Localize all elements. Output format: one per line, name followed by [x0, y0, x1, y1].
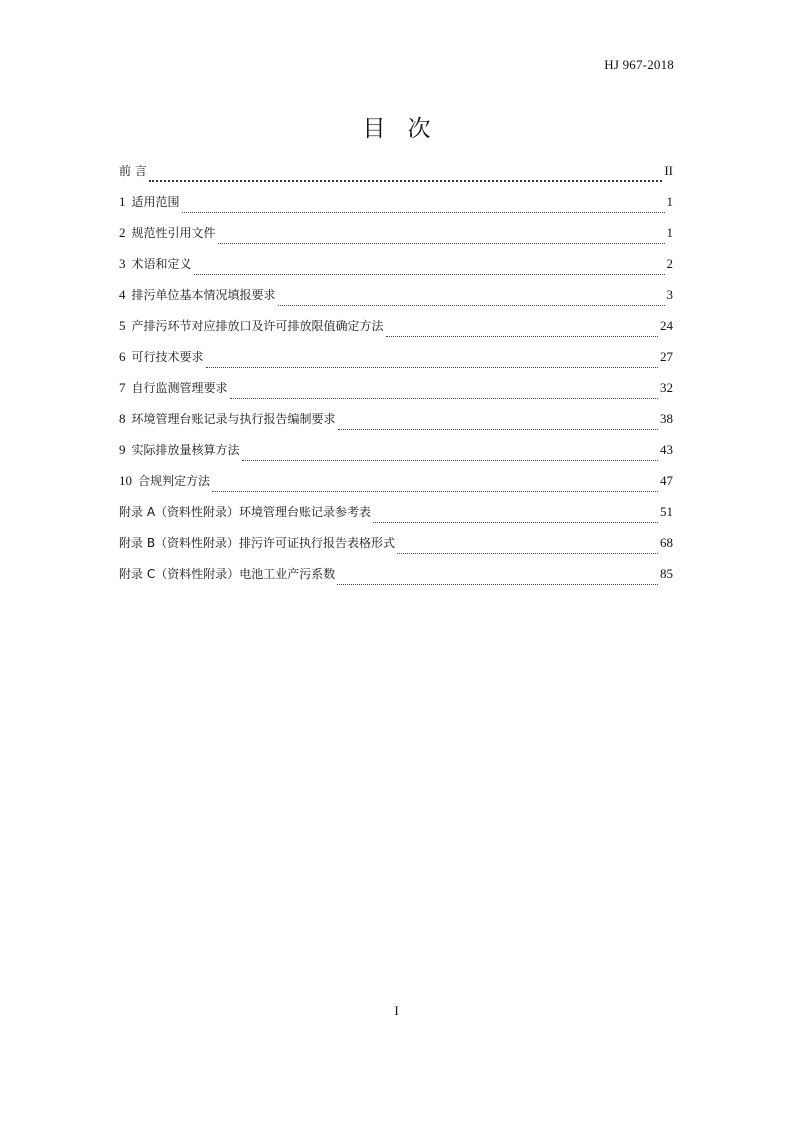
toc-entry-4[interactable] [119, 284, 673, 315]
toc-entry-3[interactable] [119, 253, 673, 284]
toc-leader-dots [397, 552, 658, 554]
toc-leader-dots [278, 304, 665, 306]
toc-entry-title: 规范性引用文件 [131, 226, 216, 240]
toc-entry-label [119, 439, 240, 461]
toc-entry-label [119, 501, 371, 523]
toc-entry-7[interactable] [119, 377, 673, 408]
toc-entry-title: 合规判定方法 [138, 474, 211, 488]
toc-entry-number: 2 [119, 225, 126, 240]
toc-entry-label [119, 222, 216, 244]
toc-entry-title: 实际排放量核算方法 [131, 443, 240, 457]
toc-entry-title: 排污单位基本情况填报要求 [131, 288, 276, 302]
toc-leader-dots [194, 273, 665, 275]
toc-entry-label [119, 377, 228, 399]
toc-entry-page: 27 [660, 349, 673, 364]
toc-entry-appendix-b[interactable] [119, 532, 673, 563]
toc-entry-label [119, 470, 210, 492]
toc-entry-page: 47 [660, 473, 673, 488]
toc-entry-6[interactable] [119, 346, 673, 377]
toc-entry-page: 3 [666, 287, 673, 302]
toc-entry-number: 9 [119, 442, 126, 457]
toc-leader-dots [242, 459, 658, 461]
toc-entry-title: 适用范围 [131, 195, 180, 209]
toc-entry-page: 38 [660, 411, 673, 426]
toc-entry-page: 51 [660, 504, 673, 519]
toc-entry-label [119, 284, 276, 306]
toc-entry-appendix-c[interactable] [119, 563, 673, 594]
toc-entry-page: II [664, 163, 673, 178]
toc-entry-label [119, 191, 180, 213]
toc-entry-page: 85 [660, 566, 673, 581]
toc-entry-page: 1 [666, 225, 673, 240]
toc-entry-number: 10 [119, 473, 132, 488]
table-of-contents [119, 160, 673, 594]
toc-title: 目次 [362, 116, 453, 142]
toc-entry-title: 术语和定义 [131, 257, 192, 271]
toc-entry-number: 5 [119, 318, 126, 333]
toc-entry-title: 产排污环节对应排放口及许可排放限值确定方法 [131, 319, 384, 333]
toc-entry-page: 68 [660, 535, 673, 550]
toc-leader-dots [212, 490, 658, 492]
toc-entry-title: 附录 B（资料性附录）排污许可证执行报告表格形式 [119, 536, 396, 550]
toc-entry-10[interactable] [119, 470, 673, 501]
toc-leader-dots [373, 521, 658, 523]
toc-entry-number: 1 [119, 194, 126, 209]
toc-entry-number: 7 [119, 380, 126, 395]
toc-entry-label [119, 532, 395, 554]
document-code: HJ 967-2018 [604, 57, 674, 72]
toc-entry-label [119, 253, 192, 275]
toc-entry-number: 3 [119, 256, 126, 271]
toc-entry-label [119, 315, 384, 337]
toc-entry-9[interactable] [119, 439, 673, 470]
toc-entry-number: 4 [119, 287, 126, 302]
toc-entry-label [119, 346, 204, 368]
toc-entry-page: 24 [660, 318, 673, 333]
toc-entry-8[interactable] [119, 408, 673, 439]
toc-entry-label [119, 408, 336, 430]
toc-entry-title: 前 言 [119, 164, 147, 178]
toc-entry-label [119, 160, 147, 182]
toc-entry-page: 43 [660, 442, 673, 457]
toc-entry-title: 环境管理台账记录与执行报告编制要求 [131, 412, 336, 426]
toc-entry-2[interactable] [119, 222, 673, 253]
toc-entry-title: 可行技术要求 [131, 350, 204, 364]
toc-entry-title: 附录 A（资料性附录）环境管理台账记录参考表 [119, 505, 372, 519]
toc-entry-page: 32 [660, 380, 673, 395]
toc-entry-label [119, 563, 335, 585]
toc-leader-dots [206, 366, 658, 368]
toc-entry-foreword[interactable] [119, 160, 673, 191]
toc-entry-page: 2 [666, 256, 673, 271]
toc-entry-page: 1 [666, 194, 673, 209]
page-number: I [394, 1003, 399, 1018]
toc-entry-number: 6 [119, 349, 126, 364]
toc-leader-dots [149, 179, 663, 182]
toc-leader-dots [218, 242, 665, 244]
toc-entry-appendix-a[interactable] [119, 501, 673, 532]
toc-leader-dots [386, 335, 658, 337]
toc-leader-dots [338, 428, 658, 430]
toc-entry-title: 自行监测管理要求 [131, 381, 228, 395]
toc-leader-dots [230, 397, 658, 399]
toc-leader-dots [337, 583, 658, 585]
toc-entry-5[interactable] [119, 315, 673, 346]
toc-entry-1[interactable] [119, 191, 673, 222]
toc-entry-title: 附录 C（资料性附录）电池工业产污系数 [119, 567, 336, 581]
toc-entry-number: 8 [119, 411, 126, 426]
toc-leader-dots [182, 211, 665, 213]
